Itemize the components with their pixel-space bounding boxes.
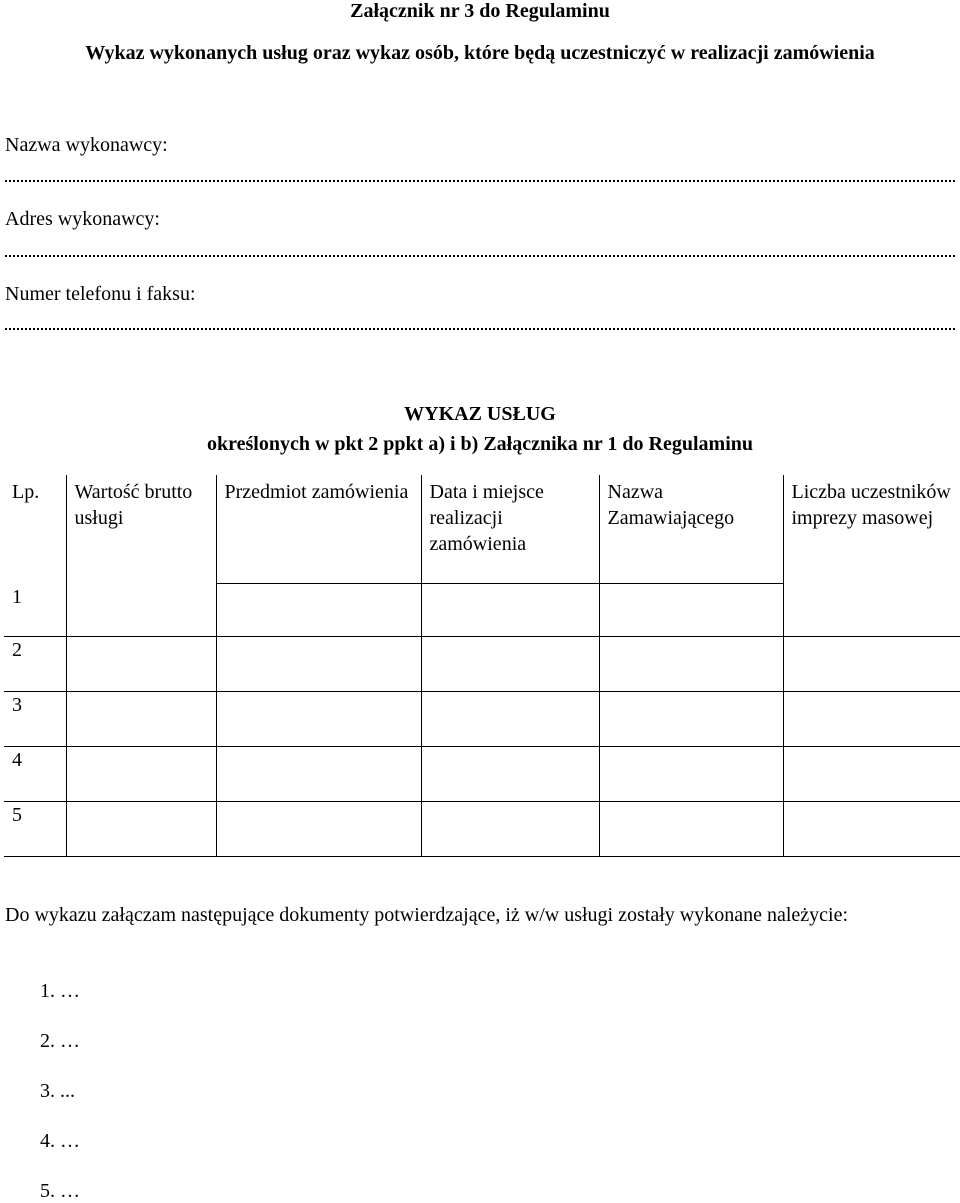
document-item-4: 4. … [40,1130,80,1152]
column-header-subject: Przedmiot zamówienia [216,475,421,584]
table-cell[interactable] [421,747,599,802]
table-cell[interactable] [66,692,216,747]
table-cell[interactable] [783,802,960,857]
table-cell[interactable] [66,584,216,637]
document-subtitle: Wykaz wykonanych usług oraz wykaz osób, które będą uczestniczyć w realizacji zamówienia [85,42,875,64]
table-cell[interactable] [66,802,216,857]
column-header-client: Nazwa Zamawiającego [599,475,783,584]
contractor-phone-field[interactable] [5,318,955,330]
contractor-name-label: Nazwa wykonawcy: [5,134,168,156]
table-cell[interactable] [783,747,960,802]
table-cell[interactable] [216,637,421,692]
table-cell[interactable] [599,637,783,692]
table-cell[interactable] [599,802,783,857]
row-number: 3 [4,692,66,747]
table-header-row [4,475,960,584]
table-cell[interactable] [599,747,783,802]
table-cell[interactable] [216,692,421,747]
table-cell[interactable] [421,692,599,747]
row-number: 4 [4,747,66,802]
contractor-phone-label: Numer telefonu i faksu: [5,283,196,305]
wykaz-subtitle: określonych w pkt 2 ppkt a) i b) Załącznika nr 1 do Regulaminu [206,433,754,455]
document-item-2: 2. … [40,1030,80,1052]
table-cell[interactable] [421,584,599,637]
table-cell[interactable] [216,802,421,857]
document-item-5: 5. … [40,1180,80,1202]
table-cell[interactable] [66,747,216,802]
table-row [4,747,960,802]
table-row [4,802,960,857]
contractor-address-field[interactable] [5,245,955,257]
table-cell[interactable] [421,802,599,857]
column-header-value: Wartość brutto usługi [66,475,216,584]
column-header-lp: Lp. [12,481,40,503]
attachment-title: Załącznik nr 3 do Regulaminu [350,0,610,22]
table-cell[interactable] [421,637,599,692]
row-number: 2 [4,637,66,692]
table-cell[interactable] [216,747,421,802]
document-item-3: 3. ... [40,1080,75,1102]
table-cell[interactable] [599,584,783,637]
row-number: 5 [4,802,66,857]
table-cell[interactable] [66,637,216,692]
column-header-participants: Liczba uczestników imprezy masowej [783,475,960,584]
row-number: 1 [12,585,22,608]
table-cell[interactable] [599,692,783,747]
table-cell[interactable] [783,584,960,637]
table-cell[interactable] [216,584,421,637]
table-row [4,637,960,692]
wykaz-title: WYKAZ USŁUG [404,403,556,425]
contractor-name-field[interactable] [5,170,955,182]
table-row [4,692,960,747]
table-cell[interactable] [783,637,960,692]
document-item-1: 1. … [40,980,80,1002]
services-table [4,475,960,857]
table-row [4,584,960,637]
contractor-address-label: Adres wykonawcy: [5,208,160,230]
documents-intro: Do wykazu załączam następujące dokumenty potwierdzające, iż w/w usługi zostały wykonane należycie: [5,904,848,926]
column-header-date-place: Data i miejsce realizacji zamówienia [421,475,599,584]
table-cell[interactable] [783,692,960,747]
